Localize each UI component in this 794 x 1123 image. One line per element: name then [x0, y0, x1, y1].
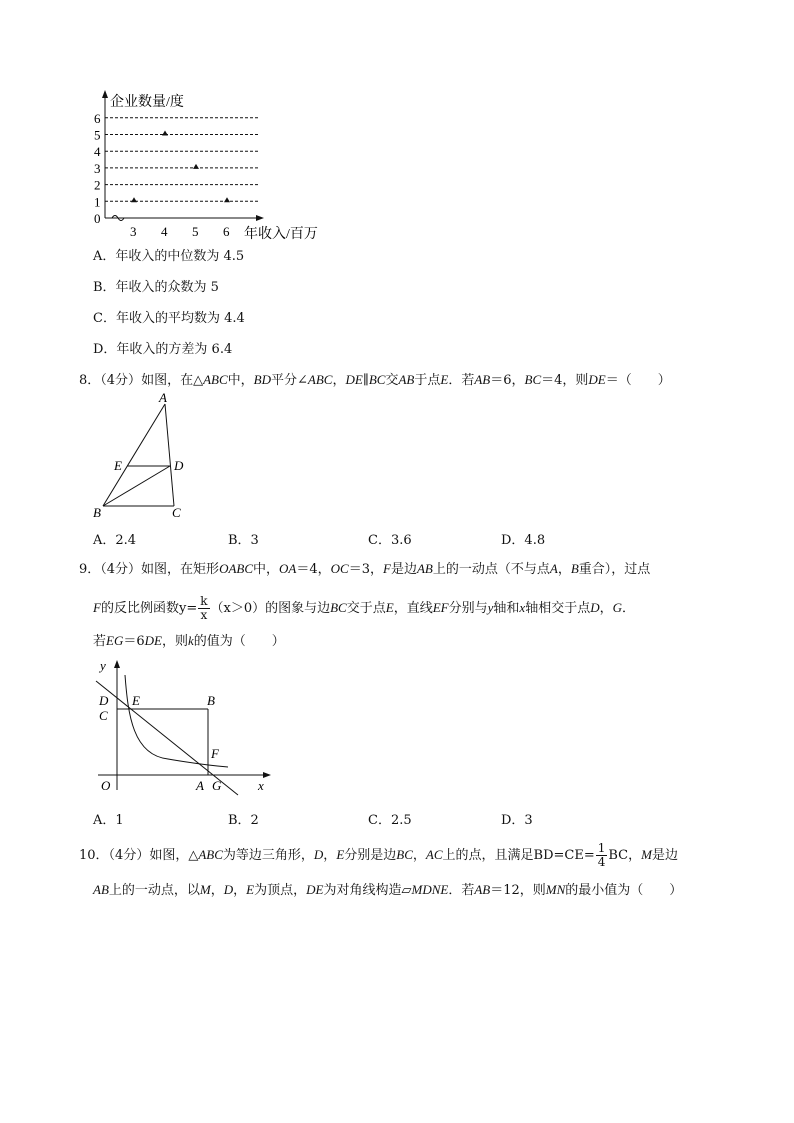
q9-text: 若	[93, 634, 107, 649]
q9-text: ，	[557, 562, 571, 577]
q9-text: 交于点	[346, 601, 386, 616]
q9-text: 的值为（ ）	[193, 634, 285, 649]
q9-text: 中，	[253, 562, 280, 577]
q10-var: BC	[396, 847, 413, 862]
label-d: D	[174, 458, 184, 473]
q9-var: OA	[279, 561, 297, 576]
y-tick-label: 6	[94, 110, 101, 126]
fraction-denominator: 4	[597, 855, 606, 869]
q8-stem-part: ，	[332, 373, 346, 388]
q9-text: ，直线	[393, 601, 433, 616]
q8-option-d[interactable]: D．4.8	[501, 533, 546, 548]
q10-text: ．若	[448, 883, 475, 898]
q10-text: ＝12，则	[490, 883, 546, 898]
q10-fraction	[596, 842, 608, 869]
y-axis-label: 企业数量/度	[110, 95, 184, 110]
q10-line-1	[79, 840, 678, 871]
label-f: F	[211, 746, 219, 761]
q9-coordinate-figure	[88, 655, 278, 800]
q8-var: DE	[588, 372, 606, 387]
q9-var: k	[188, 633, 194, 648]
q8-var: ABC	[203, 372, 228, 387]
q9-var: F	[93, 600, 101, 615]
q8-number: 8．	[79, 373, 101, 388]
label-e: E	[132, 693, 140, 708]
fraction-numerator: k	[200, 594, 208, 608]
q8-stem-part: 交	[385, 373, 399, 388]
q9-var: OABC	[219, 561, 254, 576]
q8-var: ABC	[307, 372, 333, 387]
q10-text: 上的一动点，以	[108, 883, 200, 898]
q9-text: ＝4，	[296, 562, 331, 577]
fraction-denominator: x	[200, 608, 208, 622]
q9-var: BC	[330, 600, 347, 615]
q9-var: EF	[432, 600, 449, 615]
q9-text: 上的一动点（不与点	[432, 562, 550, 577]
q9-number: 9．	[79, 562, 101, 577]
q9-text: 的反比例函数	[100, 601, 179, 616]
q9-line-1	[79, 561, 650, 578]
segment-ab	[103, 404, 165, 506]
label-c: C	[99, 708, 108, 723]
q7-option-d[interactable]: D．年收入的方差为 6.4	[93, 342, 233, 357]
q10-var: AC	[425, 847, 443, 862]
q9-var: E	[385, 600, 394, 615]
data-point	[131, 197, 137, 202]
q7-scatter-chart	[88, 88, 338, 243]
label-x: x	[258, 778, 264, 793]
data-point	[224, 197, 230, 202]
x-axis-arrow	[256, 215, 264, 221]
q8-stem-part: 中，	[227, 373, 254, 388]
q10-text: BC，	[608, 848, 642, 863]
label-d: D	[99, 693, 109, 708]
q10-text: 为对角线构造▱	[323, 883, 412, 898]
q9-option-a[interactable]: A．1	[93, 813, 124, 828]
q9-text: 重合），过点	[578, 562, 651, 577]
label-o: O	[101, 778, 111, 793]
q9-text: （4分）如图，在矩形	[100, 562, 220, 577]
q8-option-b[interactable]: B．3	[228, 533, 259, 548]
label-a: A	[159, 392, 167, 405]
q10-text: 的最小值为（ ）	[565, 883, 683, 898]
y-tick-label: 1	[94, 194, 101, 210]
q9-var: x	[519, 600, 526, 615]
q10-text: ，	[412, 848, 426, 863]
q8-var: E	[440, 372, 449, 387]
q9-var: EG	[106, 633, 124, 648]
q9-var: B	[570, 561, 579, 576]
q10-var: M	[641, 847, 652, 862]
q9-option-d[interactable]: D．3	[501, 813, 533, 828]
label-y: y	[100, 658, 106, 673]
q9-line-2	[93, 594, 635, 623]
q9-var: A	[549, 561, 558, 576]
q10-text: 上的点，且满足BD=CE=	[442, 848, 595, 863]
q9-var: G	[612, 600, 623, 615]
q9-text: ，则	[161, 634, 188, 649]
q10-var: E	[336, 847, 345, 862]
q8-option-a[interactable]: A．2.4	[93, 533, 137, 548]
q8-stem-part: ＝4，则	[541, 373, 589, 388]
q9-line-3	[93, 633, 285, 650]
x-axis-arrow	[263, 772, 271, 778]
q10-var: AB	[474, 882, 491, 897]
q10-line-2	[93, 882, 682, 899]
segment-ac	[165, 404, 174, 506]
q8-stem-part: ＝（ ）	[605, 373, 671, 388]
label-g: G	[212, 778, 222, 793]
q9-text: 轴和	[493, 601, 520, 616]
q8-stem-part: ∥	[362, 373, 369, 388]
q9-fraction	[198, 595, 209, 622]
q8-option-c[interactable]: C．3.6	[368, 533, 412, 548]
y-tick-label: 5	[94, 127, 101, 143]
x-tick-label: 3	[130, 224, 137, 239]
q8-score: （4分）	[100, 373, 142, 388]
q10-text: ，	[210, 883, 224, 898]
q8-stem-part: 于点	[414, 373, 441, 388]
q10-var: D	[223, 882, 234, 897]
q10-var: D	[313, 847, 324, 862]
q9-text: ＝6	[123, 634, 145, 649]
q8-stem	[79, 372, 671, 389]
q9-option-c[interactable]: C．2.5	[368, 813, 412, 828]
q9-var: DE	[144, 633, 162, 648]
y-tick-label: 2	[94, 177, 101, 193]
q10-text: 为顶点，	[254, 883, 307, 898]
q8-var: AB	[474, 372, 491, 387]
q10-var: AB	[93, 882, 109, 897]
x-axis-label: 年收入/百万	[244, 227, 318, 242]
q8-stem-part: 平分∠	[270, 373, 308, 388]
q9-text: 是边	[390, 562, 417, 577]
x-tick-label: 6	[223, 224, 230, 239]
q10-text: 是边	[651, 848, 678, 863]
q10-text: （4分）如图，△	[108, 848, 199, 863]
fraction-numerator: 1	[597, 841, 606, 855]
y-tick-label: 3	[94, 160, 101, 176]
q9-var: F	[383, 561, 391, 576]
q8-stem-part: ＝6，	[490, 373, 525, 388]
data-point	[162, 131, 168, 136]
q9-var: D	[590, 600, 600, 615]
q10-text: ，	[323, 848, 337, 863]
q10-var: M	[199, 882, 211, 897]
q9-text: ．	[622, 601, 636, 616]
q10-var: DE	[306, 882, 324, 897]
data-point	[193, 164, 199, 169]
q8-triangle-figure	[88, 392, 198, 522]
q9-option-b[interactable]: B．2	[228, 813, 259, 828]
q9-var: OC	[330, 561, 349, 576]
q8-var: DE	[345, 372, 363, 387]
y-axis-arrow	[114, 660, 120, 668]
q10-text: 分别是边	[344, 848, 397, 863]
label-b: B	[93, 505, 101, 520]
q8-var: BC	[524, 372, 542, 387]
q9-text: ，	[599, 601, 613, 616]
y-tick-label: 4	[94, 144, 101, 160]
q9-text: 分别与	[448, 601, 488, 616]
q10-text: ，	[233, 883, 247, 898]
x-tick-label: 5	[192, 224, 199, 239]
y-axis-arrow	[102, 90, 108, 98]
q10-text: 为等边三角形，	[222, 848, 314, 863]
q9-text: （x＞0）的图象与边	[210, 601, 331, 616]
q8-var: BC	[368, 372, 386, 387]
q9-text: y=	[178, 601, 198, 616]
label-e: E	[114, 458, 122, 473]
q10-number: 10．	[79, 848, 109, 863]
q8-stem-part: 如图，在△	[141, 373, 204, 388]
label-b: B	[207, 693, 215, 708]
q9-var: y	[487, 600, 494, 615]
q7-option-b[interactable]: B．年收入的众数为 5	[93, 280, 219, 295]
q8-var: AB	[398, 372, 415, 387]
q7-option-c[interactable]: C．年收入的平均数为 4.4	[93, 311, 245, 326]
y-tick-label: 0	[94, 211, 101, 226]
q8-var: BD	[253, 372, 271, 387]
q8-stem-part: ．若	[448, 373, 475, 388]
q9-text: ＝3，	[348, 562, 383, 577]
label-a: A	[196, 778, 204, 793]
q9-var: AB	[416, 561, 433, 576]
label-c: C	[172, 505, 181, 520]
q10-var: E	[246, 882, 255, 897]
q10-var: ABC	[198, 847, 223, 862]
q10-var: MN	[545, 882, 566, 897]
q9-text: 轴相交于点	[525, 601, 591, 616]
q7-option-a[interactable]: A．年收入的中位数为 4.5	[93, 249, 245, 264]
x-tick-label: 4	[161, 224, 168, 239]
q10-var: MDNE	[411, 882, 449, 897]
